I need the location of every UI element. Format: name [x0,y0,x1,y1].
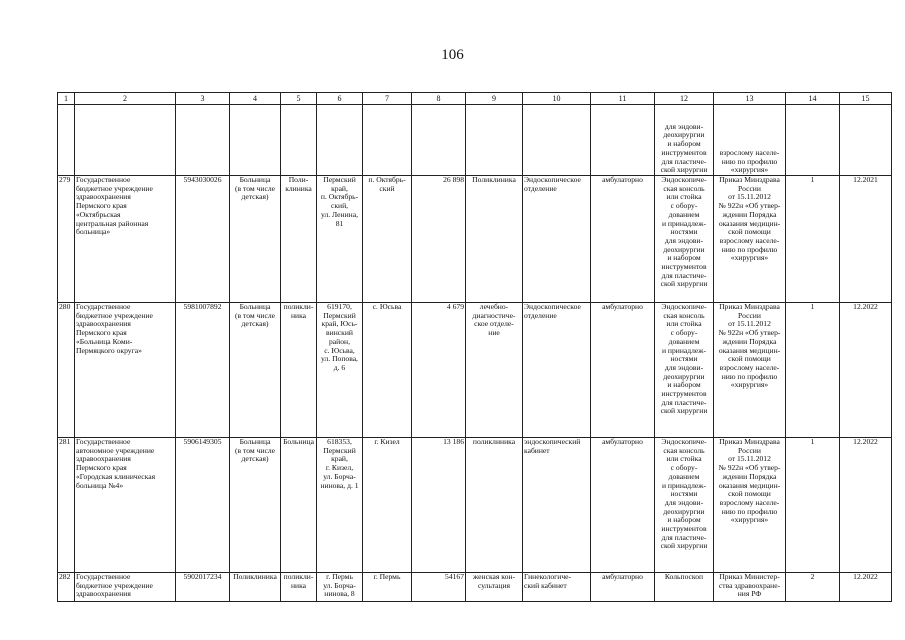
cell-line: Пермского края [76,328,127,338]
care-mode-cell: амбулаторно [591,303,655,438]
population-cell: 4 679 [412,303,466,438]
cell-line: нию по профилю [721,244,778,254]
cell-line: г. Пермь [373,572,401,581]
cell-line: Эндоскопиче- [661,175,707,184]
header-cell: 8 [412,93,466,105]
header-cell: 1 [58,93,75,105]
cell-line: ской хирургии [660,406,708,416]
header-cell: 4 [230,93,281,105]
cabinet-cell [523,438,591,573]
cell-line: Пермский [323,175,356,184]
cell-line: для эндови- [664,362,704,372]
quantity-cell: 1 [786,438,840,573]
care-mode-cell: амбулаторно [591,573,655,602]
cell-line: инструментов [661,524,707,534]
cell-line: Государственное [76,437,131,446]
cell-line: России [738,183,761,193]
cell-line: г. Кизел, [325,463,354,473]
cell-line: диагностиче- [472,310,516,320]
organization-cell [75,438,176,573]
cell-line: отделение [524,310,557,320]
cabinet-cell [523,303,591,438]
cell-line: п. Октябрь- [368,175,406,184]
cell-line: с обору- [670,201,698,211]
header-cell: 11 [591,93,655,105]
cell-line: (в том числе [234,310,275,320]
quantity-cell: 1 [786,303,840,438]
cell-line: Пермского края [76,463,127,473]
cell-line: ства здравоохране- [718,580,781,590]
header-cell: 15 [840,93,892,105]
cell-line: дованием [668,336,700,346]
cell-line: (в том числе [234,445,275,455]
cell-line: нинова, д. 1 [320,480,359,490]
header-cell: 6 [317,93,363,105]
table-row [58,438,892,573]
cell-line: детская) [241,454,269,464]
cell-line: и набором [667,380,701,390]
address-cell [317,303,363,438]
cell-line: край, Юсь- [321,319,358,329]
cell-line: здравоохранения [76,192,131,202]
cell-line: 619170, [327,302,352,311]
cell-line: детская) [241,192,269,202]
cell-line: ул. Ленина, [321,209,358,219]
cell-line: ское отделе- [474,319,514,329]
cell-line: оказания медицин- [718,480,781,490]
cell-line: от 15.11.2012 [728,454,771,464]
locality-cell [363,573,412,602]
date-cell: 12.2022 [840,303,892,438]
cell-line: ский кабинет [524,580,567,590]
order-cell [714,573,786,602]
equipment-cell [655,573,714,602]
cell-line: нию по профилю [721,371,778,381]
header-cell: 3 [176,93,230,105]
cell-line: Кольпоскоп [664,572,704,581]
cell-line: ностями [670,227,698,237]
organization-cell [75,303,176,438]
population-cell: 13 186 [412,438,466,573]
cell-line: Эндоскопическое [524,175,581,184]
cell-line: оказания медицин- [718,218,781,228]
equipment-cell [655,176,714,303]
cell-line: № 922н «Об утвер- [718,201,781,211]
cell-line: для пластиче- [661,397,707,407]
cell-line: инструментов [661,147,707,157]
cell-line: ждении Порядка [722,336,777,346]
cell-line: ской хирургии [660,165,708,175]
cell-line: «хирургия» [730,380,769,390]
continuation-equipment-cell [655,105,714,176]
equipment-cell [655,303,714,438]
table-row [58,303,892,438]
cell-line: или стойка [666,319,702,329]
cell-line: ская консоль [663,310,705,320]
date-cell: 12.2022 [840,438,892,573]
population-cell: 54167 [412,573,466,602]
cell-line: ждении Порядка [722,471,777,481]
cell-line: Государственное [76,175,131,184]
quantity-cell: 2 [786,573,840,602]
cell-line: нию по профилю [721,156,778,166]
cell-line: район, [329,336,350,346]
inn-cell: 5943030026 [176,176,230,303]
cell-line: Пермский [323,445,356,455]
cell-line: с обору- [670,463,698,473]
cell-line: или стойка [666,454,702,464]
cell-line: центральная районная [76,218,149,228]
cell-line: ской помощи [728,489,771,499]
cell-line: больница №4» [76,480,124,490]
cell-line: клиника [285,183,312,193]
cell-line: нию по профилю [721,506,778,516]
care-mode-cell: амбулаторно [591,438,655,573]
page-number: 106 [441,47,464,63]
facility-type-cell [230,438,281,573]
cell-line: и набором [667,253,701,263]
organization-cell [75,573,176,602]
date-cell: 12.2021 [840,176,892,303]
cell-line: взрослому населе- [719,497,780,507]
cell-line: от 15.11.2012 [728,192,771,202]
cell-line: России [738,445,761,455]
cell-line: Поликлиника [233,572,277,581]
cell-line: ностями [670,354,698,364]
cell-line: и набором [667,139,701,149]
inn-cell: 5906149305 [176,438,230,573]
cell-line: винский [326,328,353,338]
quantity-cell: 1 [786,176,840,303]
cell-line: Эндоскопическое [524,302,581,311]
cell-line: ский, [330,201,349,211]
cell-line: здравоохранения [76,319,131,329]
row-number-cell: 282 [58,573,75,602]
cell-line: Больница [239,302,271,311]
cell-line: отделение [524,183,557,193]
cell-line: нинова, 8 [324,589,355,599]
cell-line: и набором [667,515,701,525]
cell-line: Приказ Министер- [719,572,780,581]
cell-line: г. Пермь [326,572,353,581]
header-cell: 9 [466,93,523,105]
cell-line: инструментов [661,262,707,272]
cell-line: инструментов [661,389,707,399]
cell-line: «Городская клиническая [76,471,156,481]
cell-line: лечебно- [479,302,509,311]
cell-line: ул. Попова, [321,354,358,364]
equipment-plan-table [57,92,892,602]
header-cell: 13 [714,93,786,105]
facility-type-cell [230,176,281,303]
cell-line: автономное учреждение [76,445,155,455]
address-cell [317,573,363,602]
cell-line: 81 [335,218,344,228]
cell-line: оказания медицин- [718,345,781,355]
cell-line: взрослому населе- [719,362,780,372]
equipment-cell [655,438,714,573]
population-cell: 26 898 [412,176,466,303]
cell-line: Государственное [76,302,131,311]
cell-line: Поли- [288,175,309,184]
cell-line: Больница [239,175,271,184]
column-number-header-row [58,93,892,105]
care-mode-cell: амбулаторно [591,176,655,303]
header-cell: 12 [655,93,714,105]
cell-line: дованием [668,209,700,219]
cell-line: д. 6 [333,362,346,372]
cell-line: Больница [283,437,314,446]
cell-line: ский [379,183,395,193]
facility-type-cell [230,303,281,438]
inn-cell: 5981007892 [176,303,230,438]
cell-line: край, [331,454,348,464]
organization-cell [75,176,176,303]
cell-line: кабинет [524,445,550,455]
order-cell [714,303,786,438]
cell-line: «Октябрьская [76,209,121,219]
cell-line: ская консоль [663,445,705,455]
cell-line: и принадлеж- [661,345,707,355]
header-cell: 5 [281,93,317,105]
address-cell [317,176,363,303]
cell-line: ской хирургии [660,541,708,551]
cell-line: ния РФ [737,589,762,599]
locality-cell [363,176,412,303]
cell-line: № 922н «Об утвер- [718,328,781,338]
table-row [58,573,892,602]
cell-line: и принадлеж- [661,218,707,228]
cell-line: деохирургии [663,506,705,516]
cell-line: (в том числе [234,183,275,193]
division-cell [281,573,317,602]
address-cell [317,438,363,573]
order-cell [714,176,786,303]
unit-cell [466,303,523,438]
table-row [58,176,892,303]
cell-line: эндоскопический [524,437,581,446]
header-cell: 2 [75,93,176,105]
cell-line: Приказ Минздрава [719,302,780,311]
cell-line: ул. Борча- [323,471,356,481]
cell-line: Гинекологиче- [524,572,572,581]
header-cell: 14 [786,93,840,105]
cell-line: здравоохранения [76,589,131,599]
cell-line: п. Октябрь- [320,192,359,202]
cell-line: бюджетное учреждение [76,310,153,320]
cell-line: поликли- [283,302,314,311]
cell-line: для эндови- [664,121,704,131]
cell-line: ской помощи [728,354,771,364]
cell-line: Пермяцкого округа» [76,345,142,355]
cell-line: поликли- [283,572,314,581]
cell-line: или стойка [666,192,702,202]
cell-line: деохирургии [663,371,705,381]
cell-line: с. Юсьва [372,302,402,311]
cell-line: «хирургия» [730,165,769,175]
unit-cell [466,438,523,573]
cell-line: г. Кизел [374,437,400,446]
row-number-cell: 281 [58,438,75,573]
cell-line: взрослому населе- [719,147,780,157]
cell-line: Приказ Минздрава [719,437,780,446]
unit-cell [466,573,523,602]
header-cell: 10 [523,93,591,105]
order-cell [714,438,786,573]
cell-line: ской хирургии [660,279,708,289]
continuation-order-cell [714,105,786,176]
cell-line: сультация [477,580,511,590]
cell-line: «Больница Коми- [76,336,133,346]
cell-line: дованием [668,471,700,481]
cell-line: для эндови- [664,235,704,245]
cell-line: с обору- [670,328,698,338]
cell-line: ника [290,580,307,590]
cell-line: для пластиче- [661,532,707,542]
row-number-cell: 279 [58,176,75,303]
cell-line: деохирургии [663,130,705,140]
division-cell [281,303,317,438]
cell-line: край, [331,183,348,193]
cell-line: Пермского края [76,201,127,211]
cell-line: женская кон- [473,572,515,581]
inn-cell: 5902017234 [176,573,230,602]
cell-line: бюджетное учреждение [76,183,153,193]
locality-cell [363,303,412,438]
cell-line: деохирургии [663,244,705,254]
cabinet-cell [523,176,591,303]
cell-line: Больница [239,437,271,446]
cell-line: ждении Порядка [722,209,777,219]
cell-line: Пермский [323,310,356,320]
cell-line: ская консоль [663,183,705,193]
cell-line: Приказ Минздрава [719,175,780,184]
cell-line: с. Юсьва, [324,345,355,355]
cabinet-cell [523,573,591,602]
cell-line: ние [488,328,500,338]
cell-line: больница» [76,227,111,237]
cell-line: ул. Борча- [323,580,356,590]
cell-line: взрослому населе- [719,235,780,245]
continuation-row [58,105,892,176]
row-number-cell: 280 [58,303,75,438]
cell-line: бюджетное учреждение [76,580,153,590]
cell-line: № 922н «Об утвер- [718,463,781,473]
date-cell: 12.2022 [840,573,892,602]
cell-line: ника [290,310,307,320]
header-cell: 7 [363,93,412,105]
unit-cell [466,176,523,303]
cell-line: 618353, [327,437,352,446]
cell-line: ской помощи [728,227,771,237]
cell-line: «хирургия» [730,515,769,525]
cell-line: Эндоскопиче- [661,437,707,446]
cell-line: Государственное [76,572,131,581]
cell-line: здравоохранения [76,454,131,464]
cell-line: ностями [670,489,698,499]
cell-line: для пластиче- [661,270,707,280]
cell-line: «хирургия» [730,253,769,263]
cell-line: для пластиче- [661,156,707,166]
cell-line: детская) [241,319,269,329]
cell-line: поликлиника [472,437,516,446]
cell-line: Поликлиника [472,175,516,184]
division-cell [281,176,317,303]
cell-line: от 15.11.2012 [728,319,771,329]
cell-line: и принадлеж- [661,480,707,490]
facility-type-cell [230,573,281,602]
cell-line: для эндови- [664,497,704,507]
cell-line: России [738,310,761,320]
division-cell [281,438,317,573]
cell-line: Эндоскопиче- [661,302,707,311]
locality-cell [363,438,412,573]
